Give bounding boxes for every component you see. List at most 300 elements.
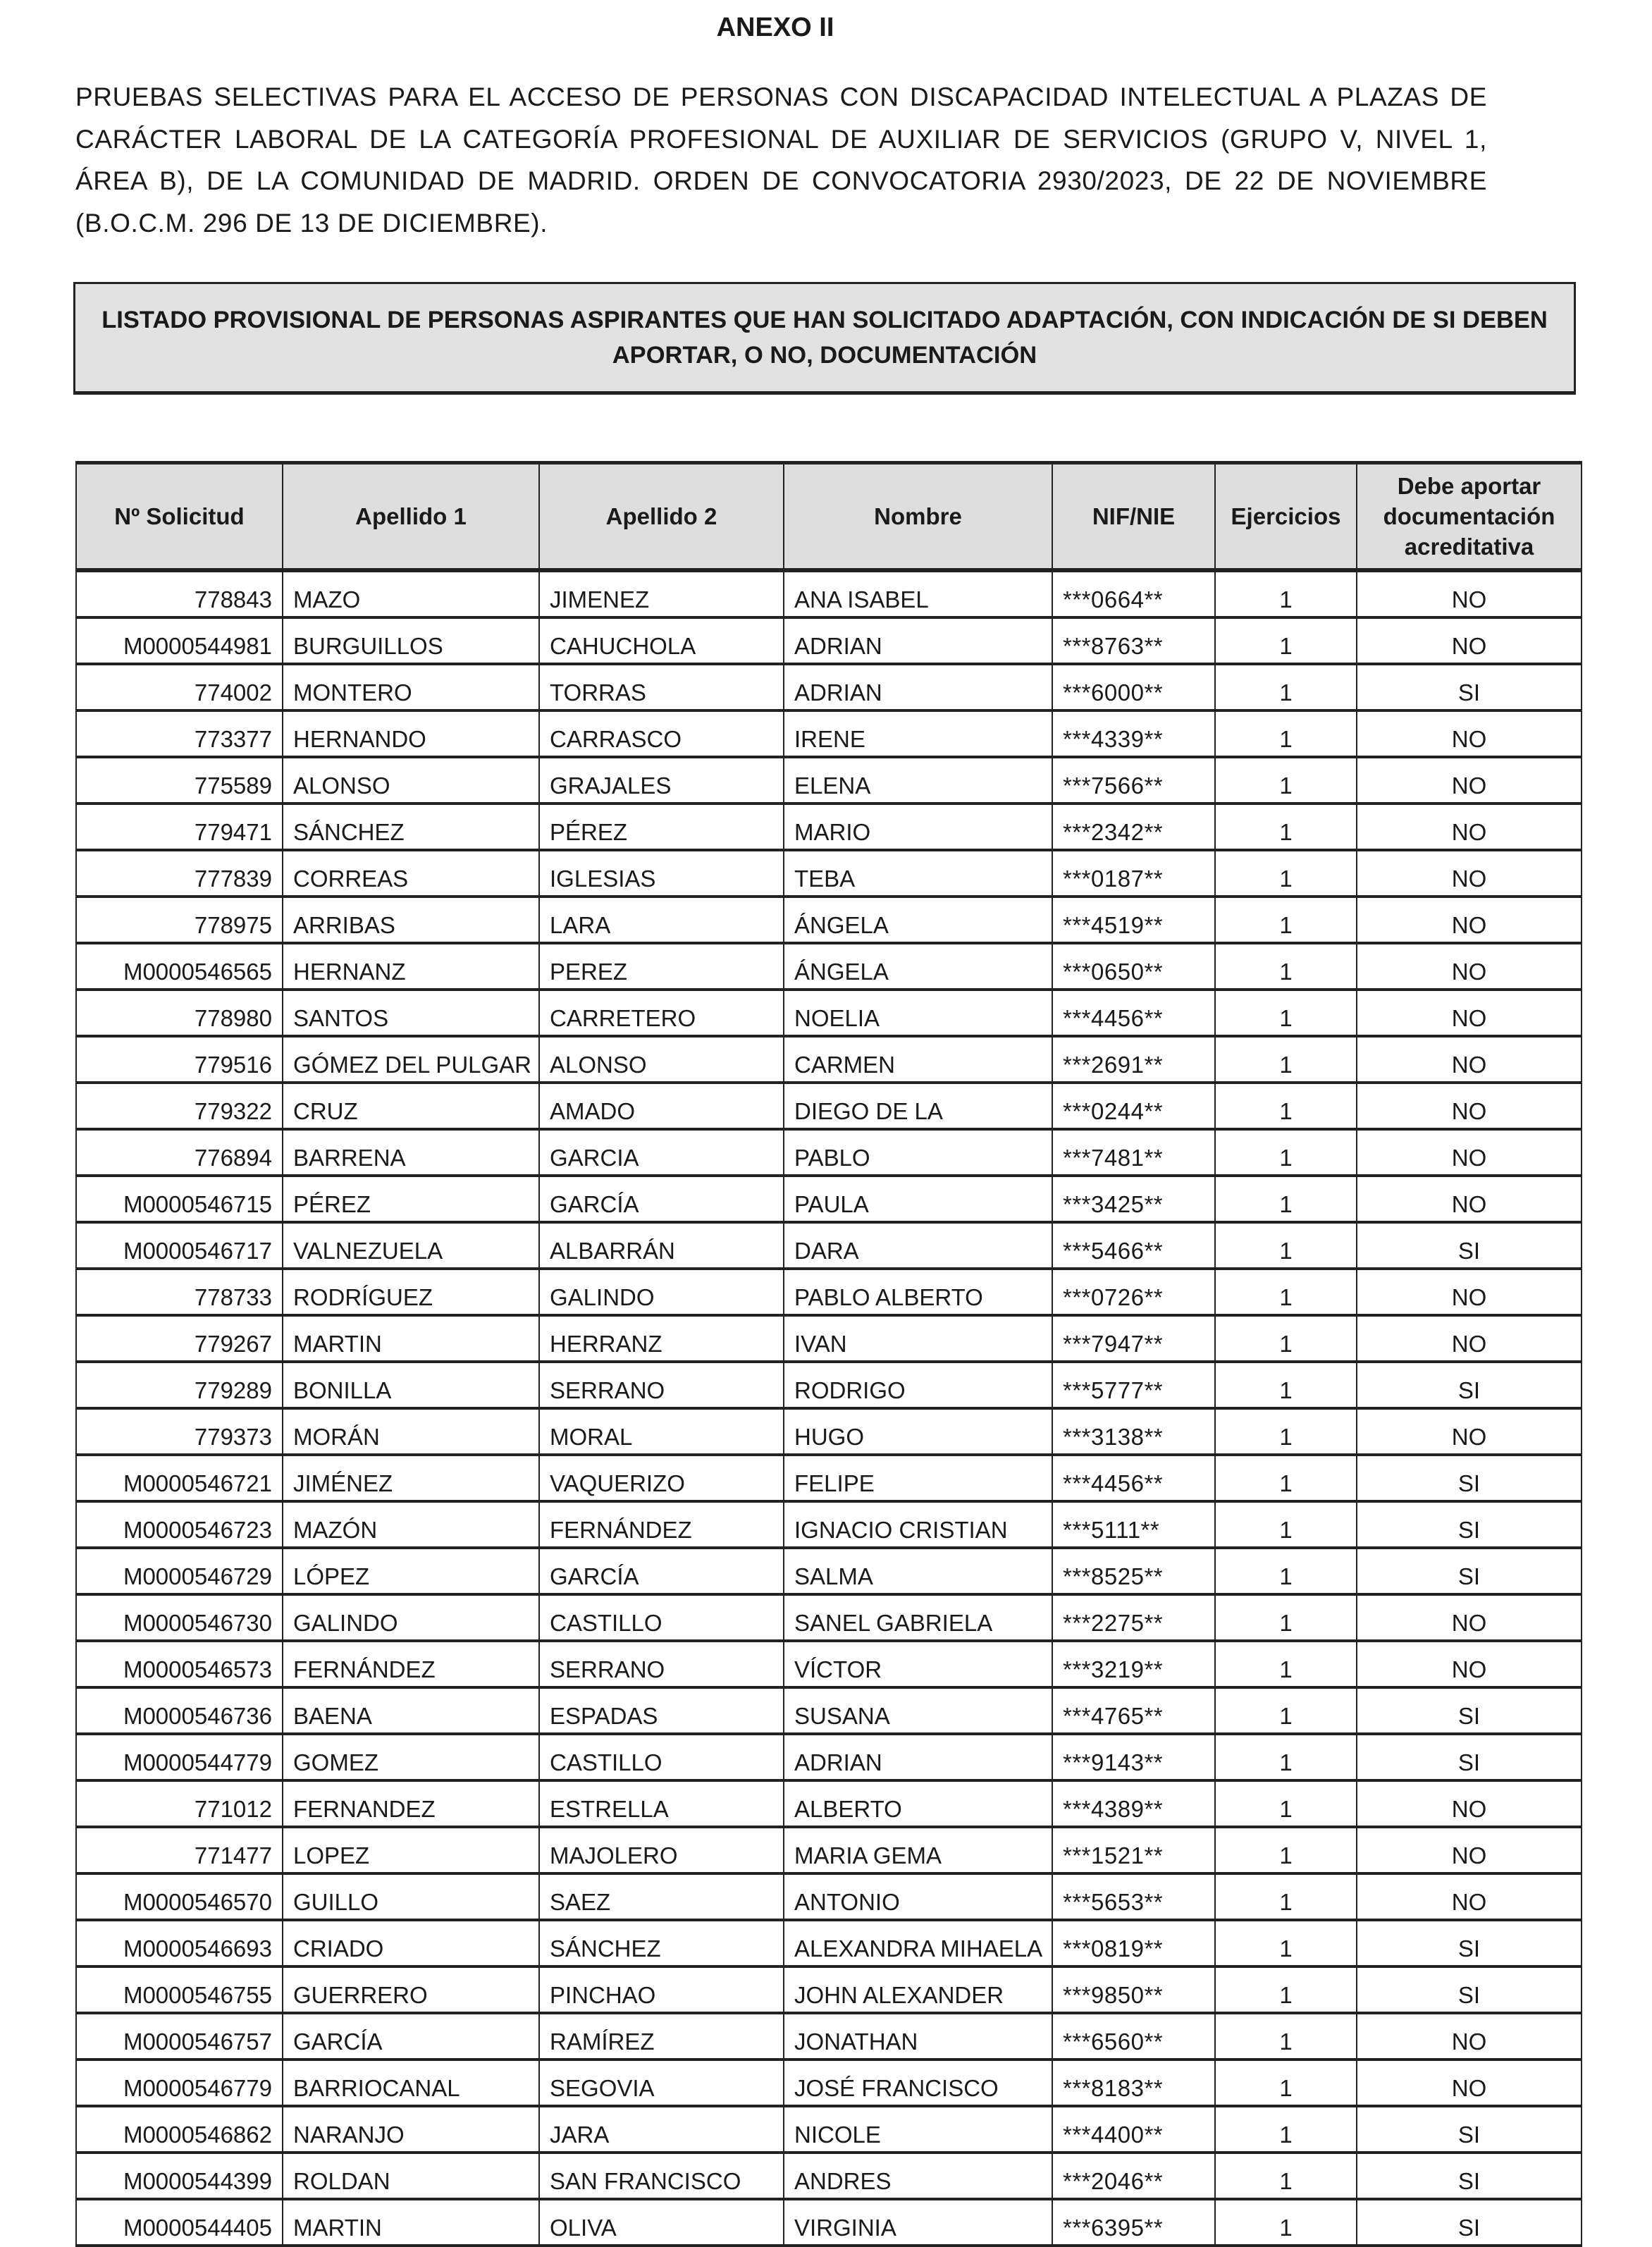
cell-nif-nie: ***4400** — [1052, 2106, 1215, 2153]
cell-ejercicios: 1 — [1215, 1455, 1357, 1501]
cell-nombre: CARMEN — [784, 1036, 1052, 1083]
header-apellido-1: Apellido 1 — [283, 463, 539, 571]
cell-ejercicios: 1 — [1215, 1594, 1357, 1641]
list-title: LISTADO PROVISIONAL DE PERSONAS ASPIRANTES QUE HAN SOLICITADO ADAPTACIÓN, CON INDICACIÓN DE SI DEBEN APORTAR, O NO, DOCUMENTACIÓN — [101, 307, 1548, 369]
cell-nombre: MARIA GEMA — [784, 1827, 1052, 1873]
cell-apellido-1: CRIADO — [283, 1920, 539, 1966]
cell-nif-nie: ***3138** — [1052, 1408, 1215, 1455]
cell-nif-nie: ***8183** — [1052, 2060, 1215, 2106]
cell-debe-aportar: SI — [1357, 1920, 1582, 1966]
table-row — [76, 1176, 1582, 1222]
intro-paragraph: PRUEBAS SELECTIVAS PARA EL ACCESO DE PERSONAS CON DISCAPACIDAD INTELECTUAL A PLAZAS DE CARÁCTER LABORAL DE LA CATEGORÍA PROFESIONAL DE AUXILIAR DE SERVICIOS (GRUPO V, NIVEL 1, ÁREA B), DE LA COMUNIDAD DE MADRID. ORDEN DE CONVOCATORIA 2930/2023, DE 22 DE NOVIEMBRE (B.O.C.M. 296 DE 13 DE DICIEMBRE). — [75, 82, 1487, 238]
cell-nif-nie: ***0244** — [1052, 1083, 1215, 1129]
cell-debe-aportar: NO — [1357, 2060, 1582, 2106]
cell-nif-nie: ***6560** — [1052, 2013, 1215, 2060]
cell-debe-aportar: SI — [1357, 1362, 1582, 1408]
cell-solicitud: M0000546757 — [76, 2013, 283, 2060]
cell-solicitud: 775589 — [76, 757, 283, 804]
cell-nif-nie: ***2275** — [1052, 1594, 1215, 1641]
cell-debe-aportar: NO — [1357, 617, 1582, 664]
table-row — [76, 1641, 1582, 1687]
cell-nif-nie: ***2046** — [1052, 2153, 1215, 2199]
cell-ejercicios: 1 — [1215, 1734, 1357, 1780]
cell-nif-nie: ***3425** — [1052, 1176, 1215, 1222]
cell-apellido-2: OLIVA — [539, 2199, 784, 2246]
header-nif-nie: NIF/NIE — [1052, 463, 1215, 571]
table-row — [76, 1780, 1582, 1827]
cell-ejercicios: 1 — [1215, 1269, 1357, 1315]
cell-debe-aportar: SI — [1357, 1501, 1582, 1548]
cell-nif-nie: ***4389** — [1052, 1780, 1215, 1827]
cell-nombre: SALMA — [784, 1548, 1052, 1594]
cell-apellido-2: TORRAS — [539, 664, 784, 710]
cell-nif-nie: ***4456** — [1052, 1455, 1215, 1501]
cell-nif-nie: ***5466** — [1052, 1222, 1215, 1269]
cell-debe-aportar: NO — [1357, 897, 1582, 943]
cell-solicitud: M0000546736 — [76, 1687, 283, 1734]
table-row — [76, 1734, 1582, 1780]
cell-ejercicios: 1 — [1215, 1176, 1357, 1222]
table-row — [76, 943, 1582, 990]
cell-nombre: MARIO — [784, 804, 1052, 850]
table-body — [76, 570, 1582, 2246]
cell-apellido-2: SERRANO — [539, 1362, 784, 1408]
table-row — [76, 570, 1582, 617]
cell-solicitud: M0000546730 — [76, 1594, 283, 1641]
cell-apellido-2: LARA — [539, 897, 784, 943]
cell-debe-aportar: SI — [1357, 1687, 1582, 1734]
table-row — [76, 2153, 1582, 2199]
cell-solicitud: 773377 — [76, 710, 283, 757]
cell-debe-aportar: NO — [1357, 1176, 1582, 1222]
cell-nif-nie: ***6395** — [1052, 2199, 1215, 2246]
cell-nombre: ANDRES — [784, 2153, 1052, 2199]
cell-apellido-2: JARA — [539, 2106, 784, 2153]
cell-apellido-1: GÓMEZ DEL PULGAR — [283, 1036, 539, 1083]
cell-debe-aportar: SI — [1357, 1455, 1582, 1501]
cell-solicitud: 779267 — [76, 1315, 283, 1362]
cell-nif-nie: ***8525** — [1052, 1548, 1215, 1594]
table-row — [76, 2060, 1582, 2106]
cell-nif-nie: ***4456** — [1052, 990, 1215, 1036]
header-nombre: Nombre — [784, 463, 1052, 571]
cell-solicitud: 778975 — [76, 897, 283, 943]
table-row — [76, 1501, 1582, 1548]
table-row — [76, 664, 1582, 710]
table-row — [76, 1594, 1582, 1641]
cell-debe-aportar: NO — [1357, 943, 1582, 990]
cell-solicitud: 771012 — [76, 1780, 283, 1827]
table-row — [76, 757, 1582, 804]
cell-solicitud: 774002 — [76, 664, 283, 710]
cell-solicitud: 779516 — [76, 1036, 283, 1083]
cell-apellido-1: MAZÓN — [283, 1501, 539, 1548]
cell-nombre: NICOLE — [784, 2106, 1052, 2153]
cell-nif-nie: ***0819** — [1052, 1920, 1215, 1966]
cell-ejercicios: 1 — [1215, 1083, 1357, 1129]
cell-apellido-2: PINCHAO — [539, 1966, 784, 2013]
cell-solicitud: 779471 — [76, 804, 283, 850]
cell-apellido-2: CASTILLO — [539, 1594, 784, 1641]
cell-ejercicios: 1 — [1215, 804, 1357, 850]
table-row — [76, 2106, 1582, 2153]
cell-debe-aportar: NO — [1357, 1315, 1582, 1362]
cell-debe-aportar: SI — [1357, 1548, 1582, 1594]
cell-nif-nie: ***0664** — [1052, 570, 1215, 617]
cell-nombre: ADRIAN — [784, 1734, 1052, 1780]
cell-apellido-2: CARRASCO — [539, 710, 784, 757]
cell-debe-aportar: NO — [1357, 850, 1582, 897]
cell-solicitud: M0000546779 — [76, 2060, 283, 2106]
cell-apellido-2: AMADO — [539, 1083, 784, 1129]
cell-nombre: ADRIAN — [784, 617, 1052, 664]
cell-solicitud: M0000544779 — [76, 1734, 283, 1780]
cell-nombre: VÍCTOR — [784, 1641, 1052, 1687]
cell-apellido-2: SÁNCHEZ — [539, 1920, 784, 1966]
cell-nif-nie: ***2691** — [1052, 1036, 1215, 1083]
table-row — [76, 1687, 1582, 1734]
cell-nif-nie: ***7481** — [1052, 1129, 1215, 1176]
cell-ejercicios: 1 — [1215, 2199, 1357, 2246]
table-row — [76, 2199, 1582, 2246]
cell-ejercicios: 1 — [1215, 757, 1357, 804]
cell-apellido-2: HERRANZ — [539, 1315, 784, 1362]
cell-nif-nie: ***6000** — [1052, 664, 1215, 710]
cell-apellido-2: IGLESIAS — [539, 850, 784, 897]
cell-apellido-1: GUILLO — [283, 1873, 539, 1920]
cell-apellido-2: ESTRELLA — [539, 1780, 784, 1827]
cell-solicitud: M0000544405 — [76, 2199, 283, 2246]
cell-nif-nie: ***7947** — [1052, 1315, 1215, 1362]
cell-nombre: IGNACIO CRISTIAN — [784, 1501, 1052, 1548]
cell-ejercicios: 1 — [1215, 1408, 1357, 1455]
cell-apellido-2: GARCIA — [539, 1129, 784, 1176]
cell-apellido-2: CASTILLO — [539, 1734, 784, 1780]
table-row — [76, 1827, 1582, 1873]
table-header-row — [76, 463, 1582, 571]
cell-solicitud: 779322 — [76, 1083, 283, 1129]
cell-nif-nie: ***4765** — [1052, 1687, 1215, 1734]
cell-apellido-2: GARCÍA — [539, 1548, 784, 1594]
cell-nif-nie: ***0187** — [1052, 850, 1215, 897]
cell-nif-nie: ***3219** — [1052, 1641, 1215, 1687]
cell-nombre: ADRIAN — [784, 664, 1052, 710]
table-row — [76, 1315, 1582, 1362]
cell-apellido-2: SAN FRANCISCO — [539, 2153, 784, 2199]
cell-nombre: ALEXANDRA MIHAELA — [784, 1920, 1052, 1966]
cell-ejercicios: 1 — [1215, 1641, 1357, 1687]
cell-ejercicios: 1 — [1215, 990, 1357, 1036]
cell-debe-aportar: NO — [1357, 1083, 1582, 1129]
cell-nif-nie: ***4339** — [1052, 710, 1215, 757]
cell-nombre: ÁNGELA — [784, 943, 1052, 990]
cell-apellido-1: LOPEZ — [283, 1827, 539, 1873]
cell-nif-nie: ***5653** — [1052, 1873, 1215, 1920]
cell-nif-nie: ***4519** — [1052, 897, 1215, 943]
cell-nombre: SANEL GABRIELA — [784, 1594, 1052, 1641]
cell-ejercicios: 1 — [1215, 710, 1357, 757]
table-row — [76, 710, 1582, 757]
cell-apellido-2: VAQUERIZO — [539, 1455, 784, 1501]
table-row — [76, 2013, 1582, 2060]
cell-apellido-1: MARTIN — [283, 2199, 539, 2246]
cell-nombre: IVAN — [784, 1315, 1052, 1362]
cell-apellido-1: JIMÉNEZ — [283, 1455, 539, 1501]
cell-apellido-1: GARCÍA — [283, 2013, 539, 2060]
cell-debe-aportar: NO — [1357, 1827, 1582, 1873]
cell-solicitud: M0000546565 — [76, 943, 283, 990]
table-row — [76, 897, 1582, 943]
cell-nombre: PAULA — [784, 1176, 1052, 1222]
cell-apellido-2: CAHUCHOLA — [539, 617, 784, 664]
table-row — [76, 617, 1582, 664]
cell-apellido-2: GALINDO — [539, 1269, 784, 1315]
table-row — [76, 1920, 1582, 1966]
cell-solicitud: 777839 — [76, 850, 283, 897]
cell-nombre: ANTONIO — [784, 1873, 1052, 1920]
cell-ejercicios: 1 — [1215, 2153, 1357, 2199]
cell-apellido-1: ALONSO — [283, 757, 539, 804]
cell-solicitud: 779289 — [76, 1362, 283, 1408]
cell-nombre: HUGO — [784, 1408, 1052, 1455]
cell-ejercicios: 1 — [1215, 664, 1357, 710]
table-row — [76, 1455, 1582, 1501]
cell-ejercicios: 1 — [1215, 617, 1357, 664]
cell-debe-aportar: NO — [1357, 990, 1582, 1036]
cell-apellido-1: BURGUILLOS — [283, 617, 539, 664]
cell-apellido-1: BARRIOCANAL — [283, 2060, 539, 2106]
cell-apellido-1: MARTIN — [283, 1315, 539, 1362]
cell-debe-aportar: NO — [1357, 1129, 1582, 1176]
cell-apellido-1: SANTOS — [283, 990, 539, 1036]
cell-debe-aportar: NO — [1357, 1780, 1582, 1827]
cell-debe-aportar: SI — [1357, 2106, 1582, 2153]
cell-solicitud: 776894 — [76, 1129, 283, 1176]
cell-solicitud: 771477 — [76, 1827, 283, 1873]
cell-debe-aportar: SI — [1357, 664, 1582, 710]
cell-nif-nie: ***8763** — [1052, 617, 1215, 664]
table-row — [76, 1129, 1582, 1176]
cell-solicitud: M0000546755 — [76, 1966, 283, 2013]
cell-solicitud: M0000544399 — [76, 2153, 283, 2199]
cell-debe-aportar: SI — [1357, 1966, 1582, 2013]
cell-nombre: DIEGO DE LA — [784, 1083, 1052, 1129]
cell-ejercicios: 1 — [1215, 1222, 1357, 1269]
cell-apellido-1: SÁNCHEZ — [283, 804, 539, 850]
cell-ejercicios: 1 — [1215, 1966, 1357, 2013]
table-row — [76, 804, 1582, 850]
cell-ejercicios: 1 — [1215, 943, 1357, 990]
cell-nif-nie: ***5777** — [1052, 1362, 1215, 1408]
cell-apellido-2: PÉREZ — [539, 804, 784, 850]
cell-nif-nie: ***9850** — [1052, 1966, 1215, 2013]
cell-debe-aportar: NO — [1357, 1873, 1582, 1920]
cell-nombre: ELENA — [784, 757, 1052, 804]
cell-nombre: RODRIGO — [784, 1362, 1052, 1408]
cell-apellido-1: LÓPEZ — [283, 1548, 539, 1594]
cell-nif-nie: ***7566** — [1052, 757, 1215, 804]
cell-apellido-1: HERNANDO — [283, 710, 539, 757]
cell-nombre: TEBA — [784, 850, 1052, 897]
cell-apellido-1: CORREAS — [283, 850, 539, 897]
cell-apellido-1: VALNEZUELA — [283, 1222, 539, 1269]
cell-apellido-1: FERNÁNDEZ — [283, 1641, 539, 1687]
cell-ejercicios: 1 — [1215, 897, 1357, 943]
header-apellido-2: Apellido 2 — [539, 463, 784, 571]
cell-nombre: JOHN ALEXANDER — [784, 1966, 1052, 2013]
cell-solicitud: 778843 — [76, 570, 283, 617]
cell-apellido-2: RAMÍREZ — [539, 2013, 784, 2060]
cell-apellido-1: MORÁN — [283, 1408, 539, 1455]
cell-ejercicios: 1 — [1215, 1548, 1357, 1594]
cell-nombre: SUSANA — [784, 1687, 1052, 1734]
header-debe-aportar: Debe aportar documentación acreditativa — [1357, 463, 1582, 571]
cell-debe-aportar: NO — [1357, 570, 1582, 617]
cell-ejercicios: 1 — [1215, 1129, 1357, 1176]
table-row — [76, 1036, 1582, 1083]
cell-ejercicios: 1 — [1215, 1873, 1357, 1920]
cell-solicitud: M0000546717 — [76, 1222, 283, 1269]
cell-nif-nie: ***1521** — [1052, 1827, 1215, 1873]
cell-debe-aportar: SI — [1357, 2153, 1582, 2199]
cell-ejercicios: 1 — [1215, 1315, 1357, 1362]
cell-debe-aportar: NO — [1357, 1594, 1582, 1641]
cell-ejercicios: 1 — [1215, 2060, 1357, 2106]
cell-ejercicios: 1 — [1215, 1687, 1357, 1734]
cell-solicitud: M0000546721 — [76, 1455, 283, 1501]
cell-nombre: PABLO — [784, 1129, 1052, 1176]
cell-solicitud: 779373 — [76, 1408, 283, 1455]
list-title-box — [73, 282, 1576, 395]
cell-debe-aportar: SI — [1357, 2199, 1582, 2246]
cell-nombre: NOELIA — [784, 990, 1052, 1036]
cell-apellido-2: PEREZ — [539, 943, 784, 990]
cell-nif-nie: ***5111** — [1052, 1501, 1215, 1548]
table-row — [76, 1083, 1582, 1129]
cell-debe-aportar: NO — [1357, 1641, 1582, 1687]
cell-apellido-1: GUERRERO — [283, 1966, 539, 2013]
cell-apellido-1: NARANJO — [283, 2106, 539, 2153]
cell-ejercicios: 1 — [1215, 1920, 1357, 1966]
cell-nif-nie: ***0650** — [1052, 943, 1215, 990]
table-row — [76, 1222, 1582, 1269]
table-row — [76, 1269, 1582, 1315]
cell-solicitud: 778733 — [76, 1269, 283, 1315]
cell-nombre: ANA ISABEL — [784, 570, 1052, 617]
cell-nombre: ALBERTO — [784, 1780, 1052, 1827]
cell-debe-aportar: NO — [1357, 1036, 1582, 1083]
table-row — [76, 1362, 1582, 1408]
cell-nombre: VIRGINIA — [784, 2199, 1052, 2246]
cell-apellido-1: PÉREZ — [283, 1176, 539, 1222]
cell-apellido-2: MORAL — [539, 1408, 784, 1455]
cell-ejercicios: 1 — [1215, 2013, 1357, 2060]
table-row — [76, 1408, 1582, 1455]
cell-nif-nie: ***2342** — [1052, 804, 1215, 850]
cell-nombre: FELIPE — [784, 1455, 1052, 1501]
cell-apellido-2: FERNÁNDEZ — [539, 1501, 784, 1548]
table-row — [76, 1966, 1582, 2013]
cell-nombre: DARA — [784, 1222, 1052, 1269]
cell-debe-aportar: NO — [1357, 1408, 1582, 1455]
cell-apellido-2: JIMENEZ — [539, 570, 784, 617]
header-solicitud: Nº Solicitud — [76, 463, 283, 571]
table-row — [76, 1873, 1582, 1920]
cell-apellido-1: MONTERO — [283, 664, 539, 710]
cell-debe-aportar: NO — [1357, 757, 1582, 804]
table-row — [76, 850, 1582, 897]
cell-apellido-2: CARRETERO — [539, 990, 784, 1036]
cell-ejercicios: 1 — [1215, 850, 1357, 897]
cell-apellido-2: GRAJALES — [539, 757, 784, 804]
cell-ejercicios: 1 — [1215, 1827, 1357, 1873]
cell-debe-aportar: SI — [1357, 1222, 1582, 1269]
cell-apellido-1: RODRÍGUEZ — [283, 1269, 539, 1315]
cell-nif-nie: ***9143** — [1052, 1734, 1215, 1780]
cell-apellido-2: MAJOLERO — [539, 1827, 784, 1873]
cell-solicitud: M0000546693 — [76, 1920, 283, 1966]
cell-apellido-1: BAENA — [283, 1687, 539, 1734]
applicants-table — [75, 461, 1582, 2247]
cell-ejercicios: 1 — [1215, 1780, 1357, 1827]
cell-apellido-1: ROLDAN — [283, 2153, 539, 2199]
header-ejercicios: Ejercicios — [1215, 463, 1357, 571]
cell-solicitud: M0000546729 — [76, 1548, 283, 1594]
cell-ejercicios: 1 — [1215, 1362, 1357, 1408]
cell-ejercicios: 1 — [1215, 1501, 1357, 1548]
cell-debe-aportar: NO — [1357, 1269, 1582, 1315]
cell-ejercicios: 1 — [1215, 1036, 1357, 1083]
cell-apellido-1: BONILLA — [283, 1362, 539, 1408]
cell-apellido-2: SAEZ — [539, 1873, 784, 1920]
cell-apellido-1: HERNANZ — [283, 943, 539, 990]
table-row — [76, 1548, 1582, 1594]
cell-apellido-2: ALONSO — [539, 1036, 784, 1083]
cell-apellido-1: MAZO — [283, 570, 539, 617]
cell-apellido-1: GALINDO — [283, 1594, 539, 1641]
cell-nombre: JONATHAN — [784, 2013, 1052, 2060]
cell-apellido-1: CRUZ — [283, 1083, 539, 1129]
cell-solicitud: M0000546862 — [76, 2106, 283, 2153]
cell-apellido-2: GARCÍA — [539, 1176, 784, 1222]
cell-apellido-2: ALBARRÁN — [539, 1222, 784, 1269]
cell-solicitud: M0000546723 — [76, 1501, 283, 1548]
cell-ejercicios: 1 — [1215, 570, 1357, 617]
cell-solicitud: M0000546715 — [76, 1176, 283, 1222]
cell-apellido-1: GOMEZ — [283, 1734, 539, 1780]
cell-nombre: ÁNGELA — [784, 897, 1052, 943]
table-row — [76, 990, 1582, 1036]
cell-apellido-2: SEGOVIA — [539, 2060, 784, 2106]
cell-solicitud: M0000546573 — [76, 1641, 283, 1687]
cell-nombre: JOSÉ FRANCISCO — [784, 2060, 1052, 2106]
cell-ejercicios: 1 — [1215, 2106, 1357, 2153]
cell-apellido-1: ARRIBAS — [283, 897, 539, 943]
cell-nif-nie: ***0726** — [1052, 1269, 1215, 1315]
cell-apellido-1: FERNANDEZ — [283, 1780, 539, 1827]
cell-debe-aportar: NO — [1357, 804, 1582, 850]
cell-nombre: IRENE — [784, 710, 1052, 757]
cell-nombre: PABLO ALBERTO — [784, 1269, 1052, 1315]
cell-debe-aportar: NO — [1357, 710, 1582, 757]
cell-solicitud: M0000546570 — [76, 1873, 283, 1920]
cell-debe-aportar: NO — [1357, 2013, 1582, 2060]
cell-debe-aportar: SI — [1357, 1734, 1582, 1780]
annex-title: ANEXO II — [716, 13, 834, 42]
cell-apellido-2: ESPADAS — [539, 1687, 784, 1734]
cell-apellido-2: SERRANO — [539, 1641, 784, 1687]
cell-solicitud: 778980 — [76, 990, 283, 1036]
